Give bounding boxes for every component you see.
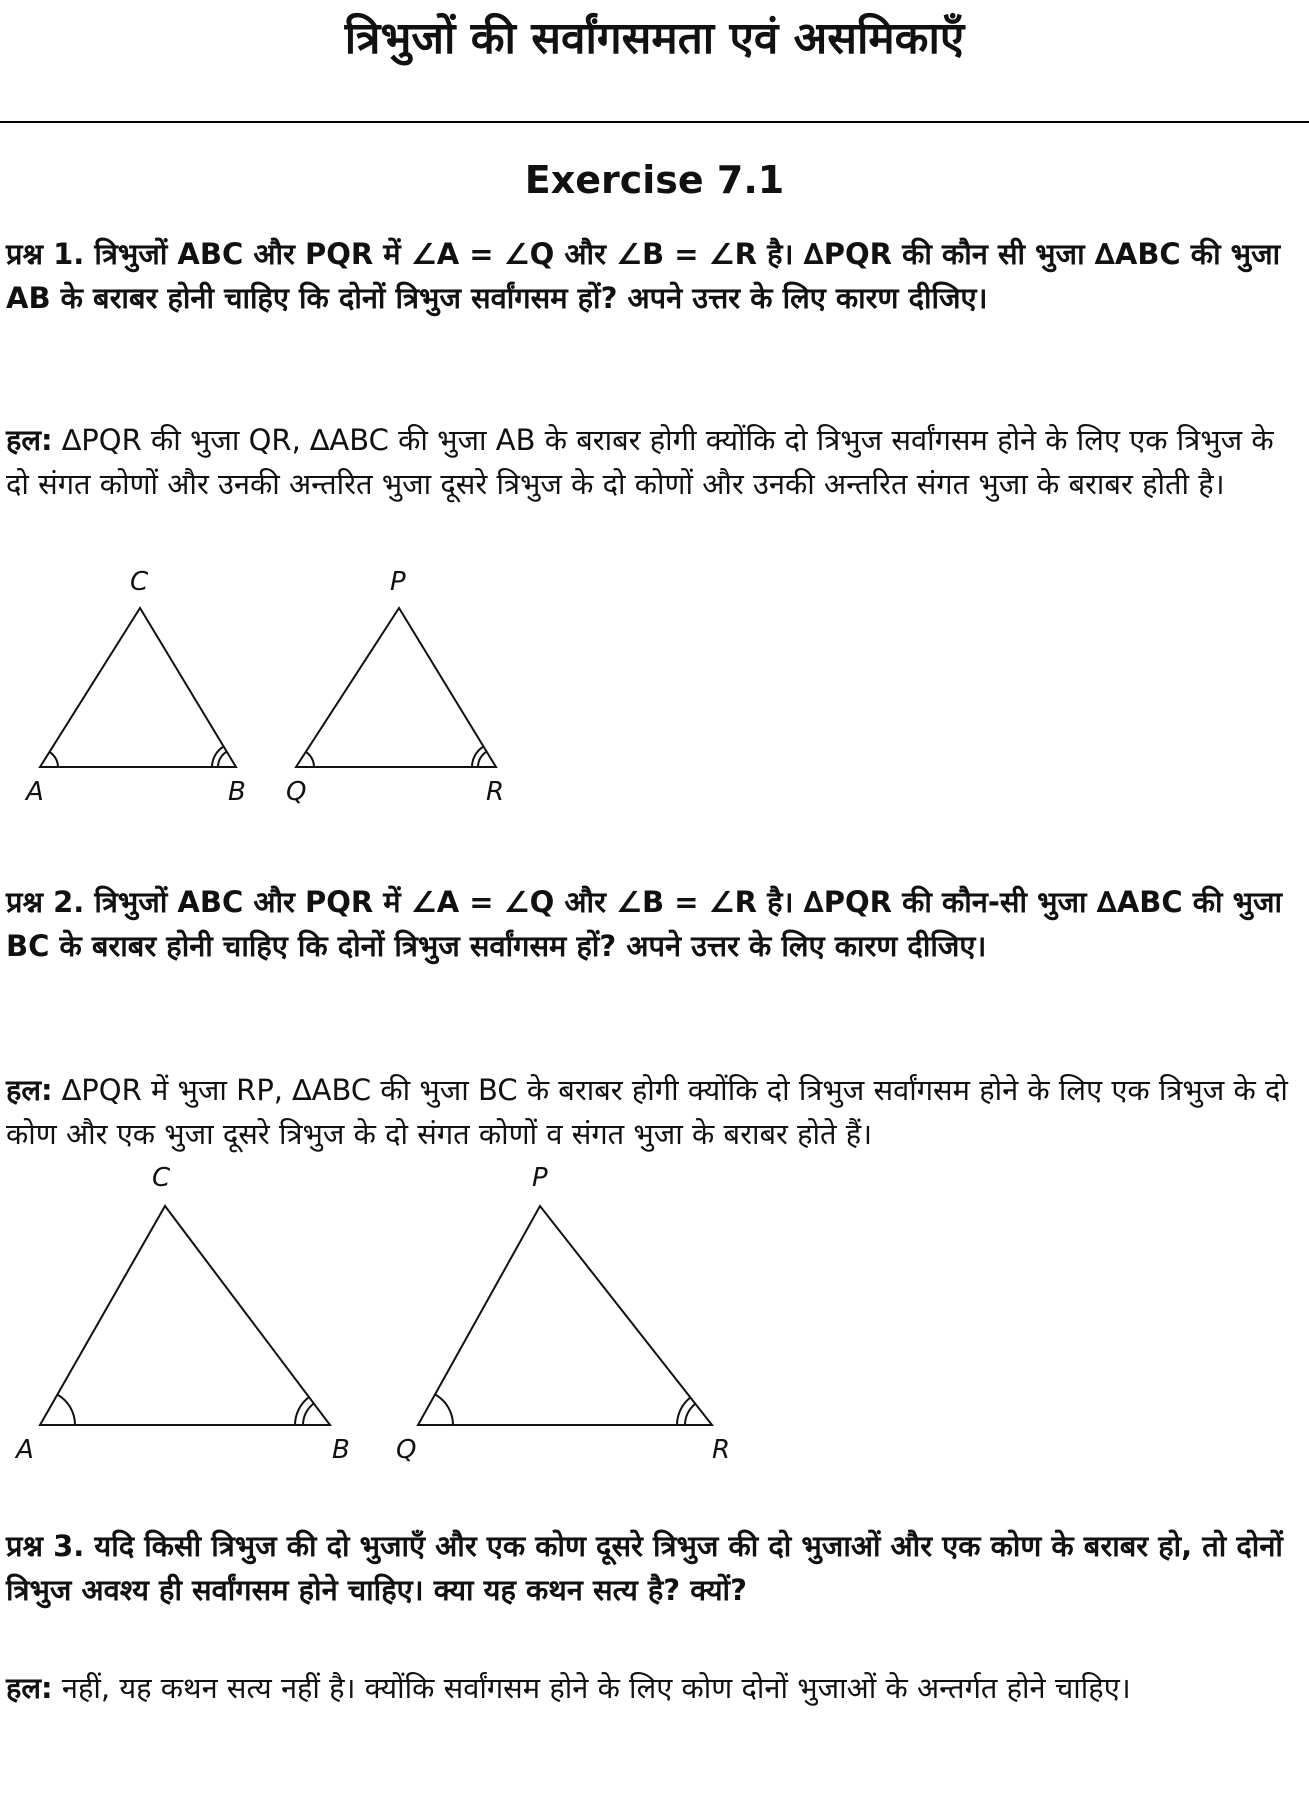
- angle-q-mark-1: [306, 752, 314, 767]
- angle-q-mark-2: [435, 1394, 453, 1425]
- vertex-c-label-1: C: [130, 567, 149, 597]
- page-title: त्रिभुजों की सर्वांगसमता एवं असमिकाएँ: [344, 13, 965, 64]
- triangle-pqr-2: [418, 1206, 712, 1425]
- title-divider: [0, 121, 1309, 123]
- vertex-a-label-2: A: [16, 1435, 34, 1465]
- angle-a-mark-2: [57, 1395, 75, 1425]
- answer-2: [6, 1068, 1296, 1156]
- angle-a-mark-1: [50, 752, 59, 767]
- answer-1-text: ∆PQR की भुजा QR, ∆ABC की भुजा AB के बराबर होगी क्योंकि दो त्रिभुज सर्वांगसम होने के लिए एक त्रिभुज के दो संगत कोणों और उनकी अन्तरित भुजा दूसरे त्रिभुज के दो कोणों और उनकी अन्तरित संगत भुजा के बराबर होती है।: [6, 423, 1274, 501]
- answer-3-text: नहीं, यह कथन सत्य नहीं है। क्योंकि सर्वांगसम होने के लिए कोण दोनों भुजाओं के अन्तर्गत होने चाहिए।: [52, 1671, 1131, 1705]
- vertex-r-label-1: R: [486, 777, 505, 807]
- vertex-a-label-1: A: [26, 777, 44, 807]
- vertex-p-label-1: P: [390, 567, 406, 597]
- triangle-pqr-1: [296, 608, 496, 767]
- figure-2: [0, 1160, 760, 1470]
- exercise-heading: Exercise 7.1: [524, 158, 785, 202]
- figure-1: [0, 560, 540, 810]
- vertex-c-label-2: C: [152, 1163, 171, 1193]
- angle-b-mark-1a: [218, 752, 227, 767]
- vertex-b-label-1: B: [228, 777, 246, 807]
- answer-2-label: हल:: [6, 1073, 53, 1107]
- vertex-q-label-2: Q: [396, 1435, 417, 1465]
- triangle-abc-2: [40, 1206, 330, 1425]
- vertex-b-label-2: B: [332, 1435, 350, 1465]
- answer-3-label: हल:: [6, 1671, 53, 1705]
- vertex-r-label-2: R: [712, 1435, 731, 1465]
- question-2: प्रश्न 2. त्रिभुजों ABC और PQR में ∠A = ∠Q और ∠B = ∠R है। ∆PQR की कौन-सी भुजा ∆ABC की भुजा BC के बराबर होनी चाहिए कि दोनों त्रिभुज सर्वांगसम हों? अपने उत्तर के लिए कारण दीजिए।: [6, 885, 1283, 963]
- angle-r-mark-2a: [685, 1404, 695, 1425]
- answer-3: [6, 1666, 1296, 1710]
- answer-1: [6, 418, 1296, 506]
- question-1: प्रश्न 1. त्रिभुजों ABC और PQR में ∠A = ∠Q और ∠B = ∠R है। ∆PQR की कौन सी भुजा ∆ABC की भुजा AB के बराबर होनी चाहिए कि दोनों त्रिभुज सर्वांगसम हों? अपने उत्तर के लिए कारण दीजिए।: [6, 237, 1281, 315]
- answer-1-label: हल:: [6, 423, 53, 457]
- answer-2-text: ∆PQR में भुजा RP, ∆ABC की भुजा BC के बराबर होगी क्योंकि दो त्रिभुज सर्वांगसम होने के लिए एक त्रिभुज के दो कोण और एक भुजा दूसरे त्रिभुज के दो संगत कोणों व संगत भुजा के बराबर होते हैं।: [6, 1073, 1288, 1151]
- vertex-p-label-2: P: [532, 1163, 548, 1193]
- vertex-q-label-1: Q: [286, 777, 307, 807]
- triangle-abc-1: [40, 608, 236, 767]
- angle-b-mark-2a: [303, 1404, 314, 1426]
- angle-r-mark-1a: [478, 752, 487, 767]
- question-3: प्रश्न 3. यदि किसी त्रिभुज की दो भुजाएँ और एक कोण दूसरे त्रिभुज की दो भुजाओं और एक कोण के बराबर हो, तो दोनों त्रिभुज अवश्य ही सर्वांगसम होने चाहिए। क्या यह कथन सत्य है? क्यों?: [6, 1529, 1283, 1607]
